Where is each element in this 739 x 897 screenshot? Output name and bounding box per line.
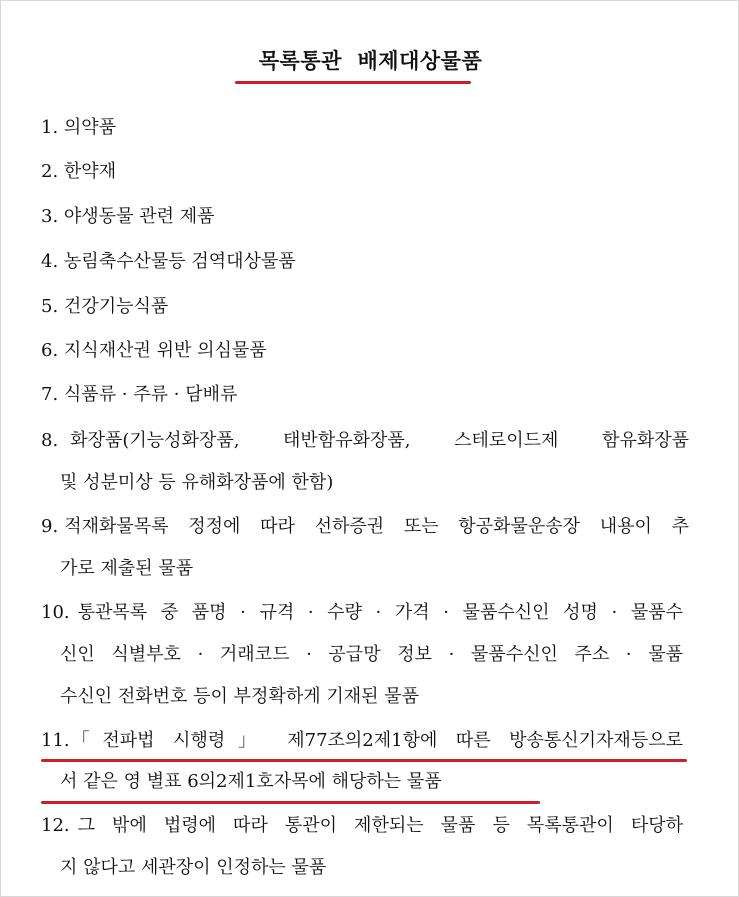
list-item-12 <box>41 814 683 838</box>
list-item-2 <box>41 160 116 184</box>
list-item-11-continuation <box>60 770 442 794</box>
list-item-10 <box>41 601 683 625</box>
item-number: 6. <box>41 340 59 361</box>
item-text-line-2: 신인 식별부호 · 거래코드 · 공급망 정보 · 물품수신인 주소 · 물품 <box>60 644 683 665</box>
item-text-line-2: 서 같은 영 별표 6의2제1호자목에 해당하는 물품 <box>60 771 442 792</box>
item-text: 의약품 <box>63 117 117 138</box>
item-text-line-1: 화장품(기능성화장품, 태반함유화장품, 스테로이드제 함유화장품 <box>70 430 689 451</box>
item-text-line-3: 수신인 전화번호 등이 부정확하게 기재된 물품 <box>60 686 419 707</box>
item-number: 3. <box>41 206 59 227</box>
item-number: 9. <box>41 516 59 537</box>
item-number: 7. <box>41 384 59 405</box>
item-number: 8. <box>41 430 59 451</box>
item-text: 한약재 <box>63 161 117 182</box>
title-underline <box>235 81 471 84</box>
list-item-11 <box>41 729 683 753</box>
item-number: 12. <box>41 815 70 836</box>
item-11-highlight-underline <box>41 759 687 762</box>
item-text-line-2: 지 않다고 세관장이 인정하는 물품 <box>60 857 327 878</box>
item-text-line-1: 통관목록 중 품명 · 규격 · 수량 · 가격 · 물품수신인 성명 · 물품수 <box>77 602 683 623</box>
list-item-4 <box>41 250 296 274</box>
list-item-6 <box>41 339 267 363</box>
item-text-line-2: 및 성분미상 등 유해화장품에 한함) <box>60 472 334 493</box>
item-text-line-1: 그 밖에 법령에 따라 통관이 제한되는 물품 등 목록통관이 타당하 <box>77 815 683 836</box>
item-text: 식품류 · 주류 · 담배류 <box>63 384 238 405</box>
item-text: 농림축수산물등 검역대상물품 <box>63 251 296 272</box>
list-item-9 <box>41 515 689 539</box>
item-text: 건강기능식품 <box>63 296 169 317</box>
list-item-5 <box>41 295 168 319</box>
item-11-highlight-underline-2 <box>41 801 540 804</box>
item-number: 5. <box>41 296 59 317</box>
list-item-10-continuation-2 <box>60 685 419 709</box>
item-number: 11. <box>41 730 70 751</box>
item-number: 10. <box>41 602 70 623</box>
list-item-8-continuation <box>60 471 333 495</box>
item-text-line-2: 가로 제출된 물품 <box>60 558 194 579</box>
list-item-10-continuation-1 <box>60 643 683 667</box>
list-item-8 <box>41 429 689 453</box>
list-item-7 <box>41 383 237 407</box>
item-text: 야생동물 관련 제품 <box>63 206 215 227</box>
list-item-1 <box>41 116 116 140</box>
item-number: 4. <box>41 251 59 272</box>
item-text-line-1: 「전파법 시행령」 제77조의2제1항에 따른 방송통신기자재등으로 <box>71 730 683 751</box>
item-text: 지식재산권 위반 의심물품 <box>63 340 267 361</box>
list-item-9-continuation <box>60 557 193 581</box>
document-title: 목록통관 배제대상물품 <box>258 49 483 73</box>
item-number: 2. <box>41 161 59 182</box>
item-text-line-1: 적재화물목록 정정에 따라 선하증권 또는 항공화물운송장 내용이 추 <box>64 516 689 537</box>
list-item-3 <box>41 205 214 229</box>
list-item-12-continuation <box>60 856 326 880</box>
item-number: 1. <box>41 117 59 138</box>
